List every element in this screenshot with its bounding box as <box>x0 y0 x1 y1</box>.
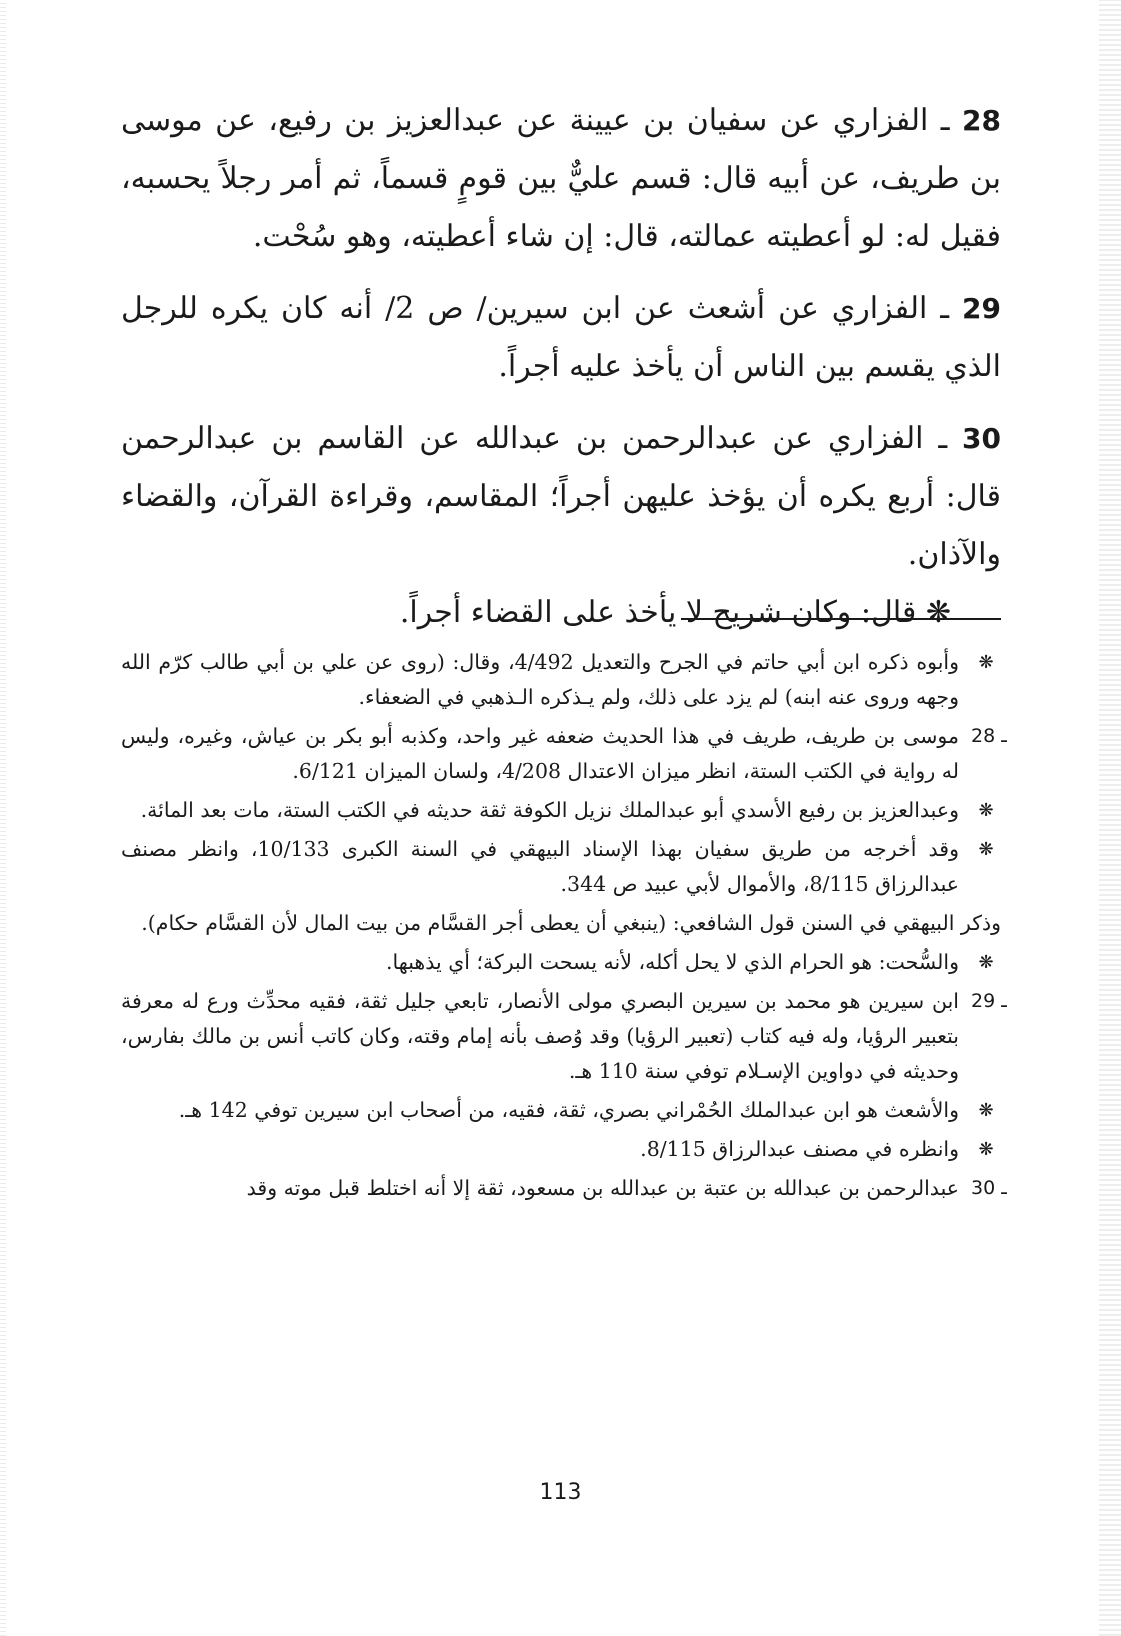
footnote-item <box>121 645 1001 715</box>
paragraph-number: 29 <box>962 292 1001 325</box>
footnote-text: وأبوه ذكره ابن أبي حاتم في الجرح والتعديل 4/492، وقال: (روى عن علي بن أبي طالب كرّم الله وجهه وروى عنه ابنه) لم يزد على ذلك، ولم يـذكره الـذهبي في الضعفاء. <box>121 650 959 709</box>
star-line <box>121 584 1001 642</box>
footnote-number: 28 ـ <box>971 725 1007 747</box>
scan-edge-left <box>0 0 6 1636</box>
footnote-text: والأشعث هو ابن عبدالملك الحُمْراني بصري، ثقة، فقيه، من أصحاب ابن سيرين توفي 142 هـ. <box>178 1098 959 1122</box>
footnote-text: وعبدالعزيز بن رفيع الأسدي أبو عبدالملك نزيل الكوفة ثقة حديثه في الكتب الستة، مات بعد المائة. <box>140 798 959 822</box>
paragraph-text: ـ الفزاري عن أشعث عن ابن سيرين/ ص 2/ أنه كان يكره للرجل الذي يقسم بين الناس أن يأخذ عليه أجراً. <box>121 291 1001 384</box>
footnote-item-28 <box>121 719 1007 789</box>
footnote-text: ابن سيرين هو محمد بن سيرين البصري مولى الأنصار، تابعي جليل ثقة، فقيه محدِّث ورع له معرفة بتعبير الرؤيا، وله فيه كتاب (تعبير الرؤيا) وقد وُصف بأنه إمام وقته، وكان كاتب أنس بن مالك بفارس، وحديثه في دواوين الإسـلام توفي سنة 110 هـ. <box>121 989 959 1083</box>
star-icon: ❋ <box>978 1100 994 1121</box>
footnote-item <box>121 832 1001 902</box>
paragraph-number: 28 <box>962 104 1001 137</box>
footnote-item <box>121 793 1001 828</box>
footnote-number: 30 ـ <box>971 1177 1007 1199</box>
footnote-text: وقد أخرجه من طريق سفيان بهذا الإسناد البيهقي في السنة الكبرى 10/133، وانظر مصنف عبدالرزاق 8/115، والأموال لأبي عبيد ص 344. <box>121 837 959 896</box>
star-icon: ❋ <box>978 839 994 860</box>
paragraph-text: ـ الفزاري عن عبدالرحمن بن عبدالله عن القاسم بن عبدالرحمن قال: أربع يكره أن يؤخذ عليهن أجراً؛ المقاسم، وقراءة القرآن، والقضاء والآذان. <box>121 421 1001 572</box>
footnote-text: وانظره في مصنف عبدالرزاق 8/115. <box>640 1137 959 1161</box>
star-line-text: قال: وكان شريح لا يأخذ على القضاء أجراً. <box>399 595 917 630</box>
paragraph-number: 30 <box>962 422 1001 455</box>
paragraph-30 <box>121 410 1001 642</box>
star-icon: ❋ <box>978 652 994 673</box>
footnote-item <box>121 1132 1001 1167</box>
star-icon: ❋ <box>925 595 951 630</box>
footnote-text: والسُّحت: هو الحرام الذي لا يحل أكله، لأنه يسحت البركة؛ أي يذهبها. <box>386 950 959 974</box>
page-number: 113 <box>539 1480 582 1505</box>
footnotes <box>121 645 1007 1210</box>
star-icon: ❋ <box>978 1139 994 1160</box>
paragraph-29 <box>121 280 1001 396</box>
star-icon: ❋ <box>978 952 994 973</box>
footnote-item-29 <box>121 984 1007 1089</box>
footnote-item <box>121 945 1001 980</box>
star-icon: ❋ <box>978 800 994 821</box>
footnote-item-30 <box>121 1171 1007 1206</box>
paragraph-body <box>121 410 1001 584</box>
scan-edge-right <box>1099 0 1121 1636</box>
paragraph-text: ـ الفزاري عن سفيان بن عيينة عن عبدالعزيز بن رفيع، عن موسى بن طريف، عن أبيه قال: قسم عليٌّ بين قومٍ قسماً، ثم أمر رجلاً يحسبه، فقيل له: لو أعطيته عمالته، قال: إن شاء أعطيته، وهو سُحْت. <box>121 103 1001 254</box>
footnote-number: 29 ـ <box>971 990 1007 1012</box>
footnote-item <box>121 1093 1001 1128</box>
footnote-text: وذكر البيهقي في السنن قول الشافعي: (ينبغي أن يعطى أجر القسَّام من بيت المال لأن القسَّام حكام). <box>141 911 1001 935</box>
footnote-text: عبدالرحمن بن عبدالله بن عتبة بن عبدالله بن مسعود، ثقة إلا أنه اختلط قبل موته وقد <box>246 1176 959 1200</box>
paragraph-28 <box>121 92 1001 266</box>
footnote-divider <box>681 618 1001 620</box>
footnote-text: موسى بن طريف، طريف في هذا الحديث ضعفه غير واحد، وكذبه أبو بكر بن عياش، وغيره، وليس له رواية في الكتب الستة، انظر ميزان الاعتدال 4/208، ولسان الميزان 6/121. <box>121 724 959 783</box>
footnote-item <box>121 906 1001 941</box>
